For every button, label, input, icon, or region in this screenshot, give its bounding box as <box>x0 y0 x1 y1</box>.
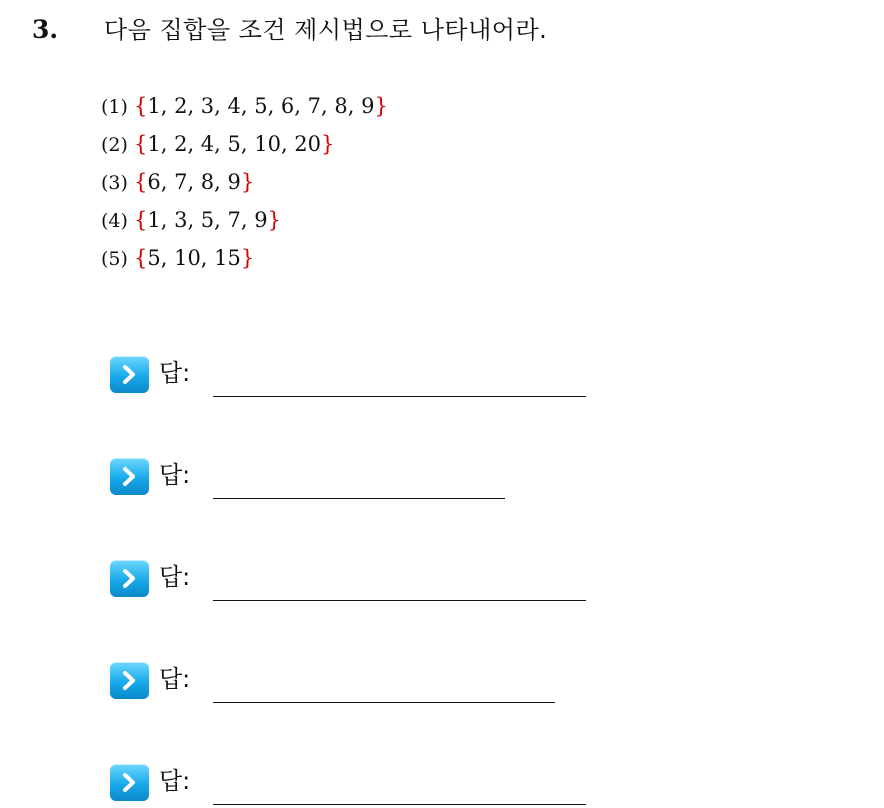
set-item-3 <box>101 166 501 204</box>
answer-blank[interactable] <box>213 498 505 499</box>
answer-label: 답: <box>159 563 191 591</box>
open-brace: { <box>134 208 148 232</box>
answer-row-1 <box>110 350 610 400</box>
set-elements: 1, 2, 4, 5, 10, 20 <box>147 132 322 156</box>
open-brace: { <box>134 94 148 118</box>
item-label: (5) <box>101 248 128 270</box>
answer-label: 답: <box>159 665 191 693</box>
answer-row-5 <box>110 758 610 808</box>
close-brace: } <box>240 170 255 194</box>
answer-row-4 <box>110 656 610 706</box>
answer-row-3 <box>110 554 610 604</box>
answer-row-2 <box>110 452 610 502</box>
answer-blank[interactable] <box>213 804 586 805</box>
chevron-right-icon <box>110 662 149 699</box>
item-label: (2) <box>101 134 128 156</box>
set-item-2 <box>101 128 501 166</box>
open-brace: { <box>134 132 148 156</box>
open-brace: { <box>134 170 148 194</box>
set-elements: 1, 3, 5, 7, 9 <box>147 208 268 232</box>
open-brace: { <box>134 246 148 270</box>
item-label: (4) <box>101 210 128 232</box>
answer-blank[interactable] <box>213 396 586 397</box>
set-item-1 <box>101 90 501 128</box>
close-brace: } <box>240 246 255 270</box>
set-list <box>101 90 501 280</box>
set-item-5 <box>101 242 501 280</box>
chevron-right-icon <box>110 356 149 393</box>
close-brace: } <box>374 94 388 118</box>
answer-blank[interactable] <box>213 702 555 703</box>
set-item-4 <box>101 204 501 242</box>
set-elements: 5, 10, 15 <box>147 246 241 270</box>
item-label: (3) <box>101 172 128 194</box>
answer-label: 답: <box>159 767 191 795</box>
question-number: 3. <box>32 15 59 44</box>
chevron-right-icon <box>110 458 149 495</box>
chevron-right-icon <box>110 560 149 597</box>
set-elements: 6, 7, 8, 9 <box>147 170 241 194</box>
chevron-right-icon <box>110 764 149 801</box>
close-brace: } <box>321 132 335 156</box>
close-brace: } <box>267 208 281 232</box>
answer-label: 답: <box>159 359 191 387</box>
question-text: 다음 집합을 조건 제시법으로 나타내어라. <box>104 16 548 44</box>
item-label: (1) <box>101 96 128 118</box>
answer-label: 답: <box>159 461 191 489</box>
answer-blank[interactable] <box>213 600 586 601</box>
set-elements: 1, 2, 3, 4, 5, 6, 7, 8, 9 <box>147 94 375 118</box>
